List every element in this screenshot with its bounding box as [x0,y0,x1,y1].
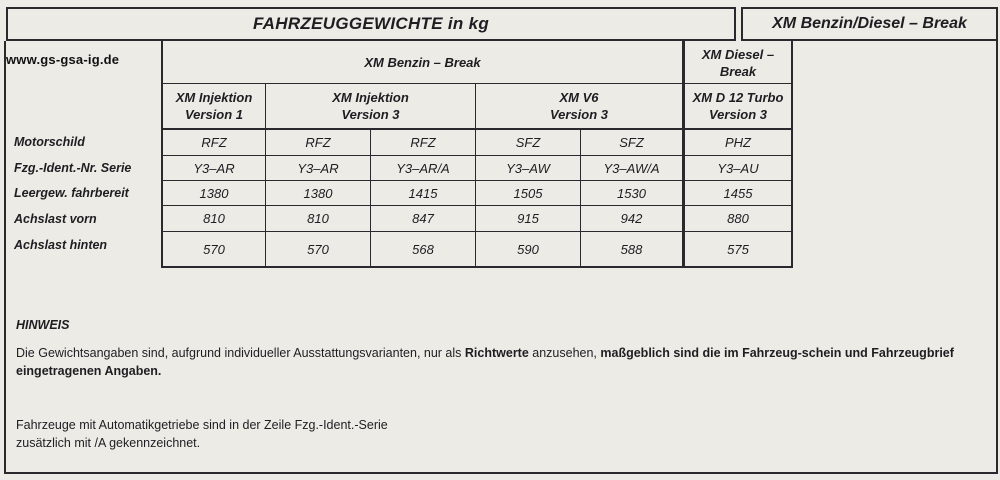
table-cell: RFZ [305,135,331,150]
table-cell: RFZ [410,135,436,150]
note-paragraph-automatic [16,416,616,452]
note-title: HINWEIS [16,318,70,332]
table-cell: 1380 [199,185,229,201]
table-cell: SFZ [515,135,541,150]
table-cell: Y3–AR [297,160,339,176]
table-cell: 570 [203,241,225,257]
row-label: Motorschild [14,135,85,149]
header-title-box [6,7,736,41]
table-cell: 942 [620,211,643,226]
table-cell: Y3–AW/A [603,160,660,176]
table-cell: 1380 [303,185,333,201]
table-cell: 847 [412,211,434,226]
table-cell: 1455 [723,185,753,201]
table-cell: 810 [203,211,225,226]
table-cell: 810 [307,211,329,226]
note-line: Fahrzeuge mit Automatikgetriebe sind in der Zeile Fzg.-Ident.-Serie [16,418,388,432]
note-text: anzusehen, [528,346,601,360]
table-cell: Y3–AR [193,160,235,176]
group-header-diesel: XM Diesel – Break [701,47,775,79]
note-text: Die Gewichtsangaben sind, aufgrund individueller Ausstattungsvarianten, nur als [16,346,465,360]
watermark-url: www.gs-gsa-ig.de [6,52,120,67]
note-emphasis: Richtwerte [464,346,529,360]
table-cell: 880 [727,211,749,226]
group-header-benzin: XM Benzin – Break [364,54,481,70]
table-cell: 575 [727,241,749,257]
table-cell: 1415 [408,185,438,201]
table-cell: 568 [412,241,434,257]
table-cell: 588 [620,241,643,257]
table-cell: 1505 [513,185,543,201]
note-emphasis: maßgeblich sind die im Fahrzeug-schein und Fahrzeugbrief eingetragenen Angaben. [16,346,954,378]
row-label: Fzg.-Ident.-Nr. Serie [14,161,132,175]
row-label: Leergew. fahrbereit [14,186,129,200]
row-label: Achslast hinten [14,238,108,252]
table-cell: RFZ [201,135,227,150]
subgroup-header: XM Injektion Version 3 [332,90,409,122]
header-subtitle-box [741,7,998,41]
table-cell: 590 [517,241,539,257]
table-cell: 1530 [617,185,646,201]
subgroup-header: XM V6 Version 3 [549,90,609,122]
table-cell: Y3–AR/A [396,160,450,176]
table-cell: SFZ [619,135,644,150]
table-cell: PHZ [725,135,751,150]
table-cell: 915 [517,211,539,226]
table-cell: Y3–AW [506,160,550,176]
subgroup-header: XM Injektion Version 1 [175,90,253,122]
row-label: Achslast vorn [14,212,97,226]
subgroup-header: XM D 12 Turbo Version 3 [692,90,784,122]
table-cell: Y3–AU [717,160,759,176]
page-title: FAHRZEUGGEWICHTE in kg [252,14,490,33]
note-paragraph [16,344,991,380]
page-subtitle: XM Benzin/Diesel – Break [772,15,967,32]
note-line: zusätzlich mit /A gekennzeichnet. [16,436,201,450]
table-cell: 570 [307,241,329,257]
